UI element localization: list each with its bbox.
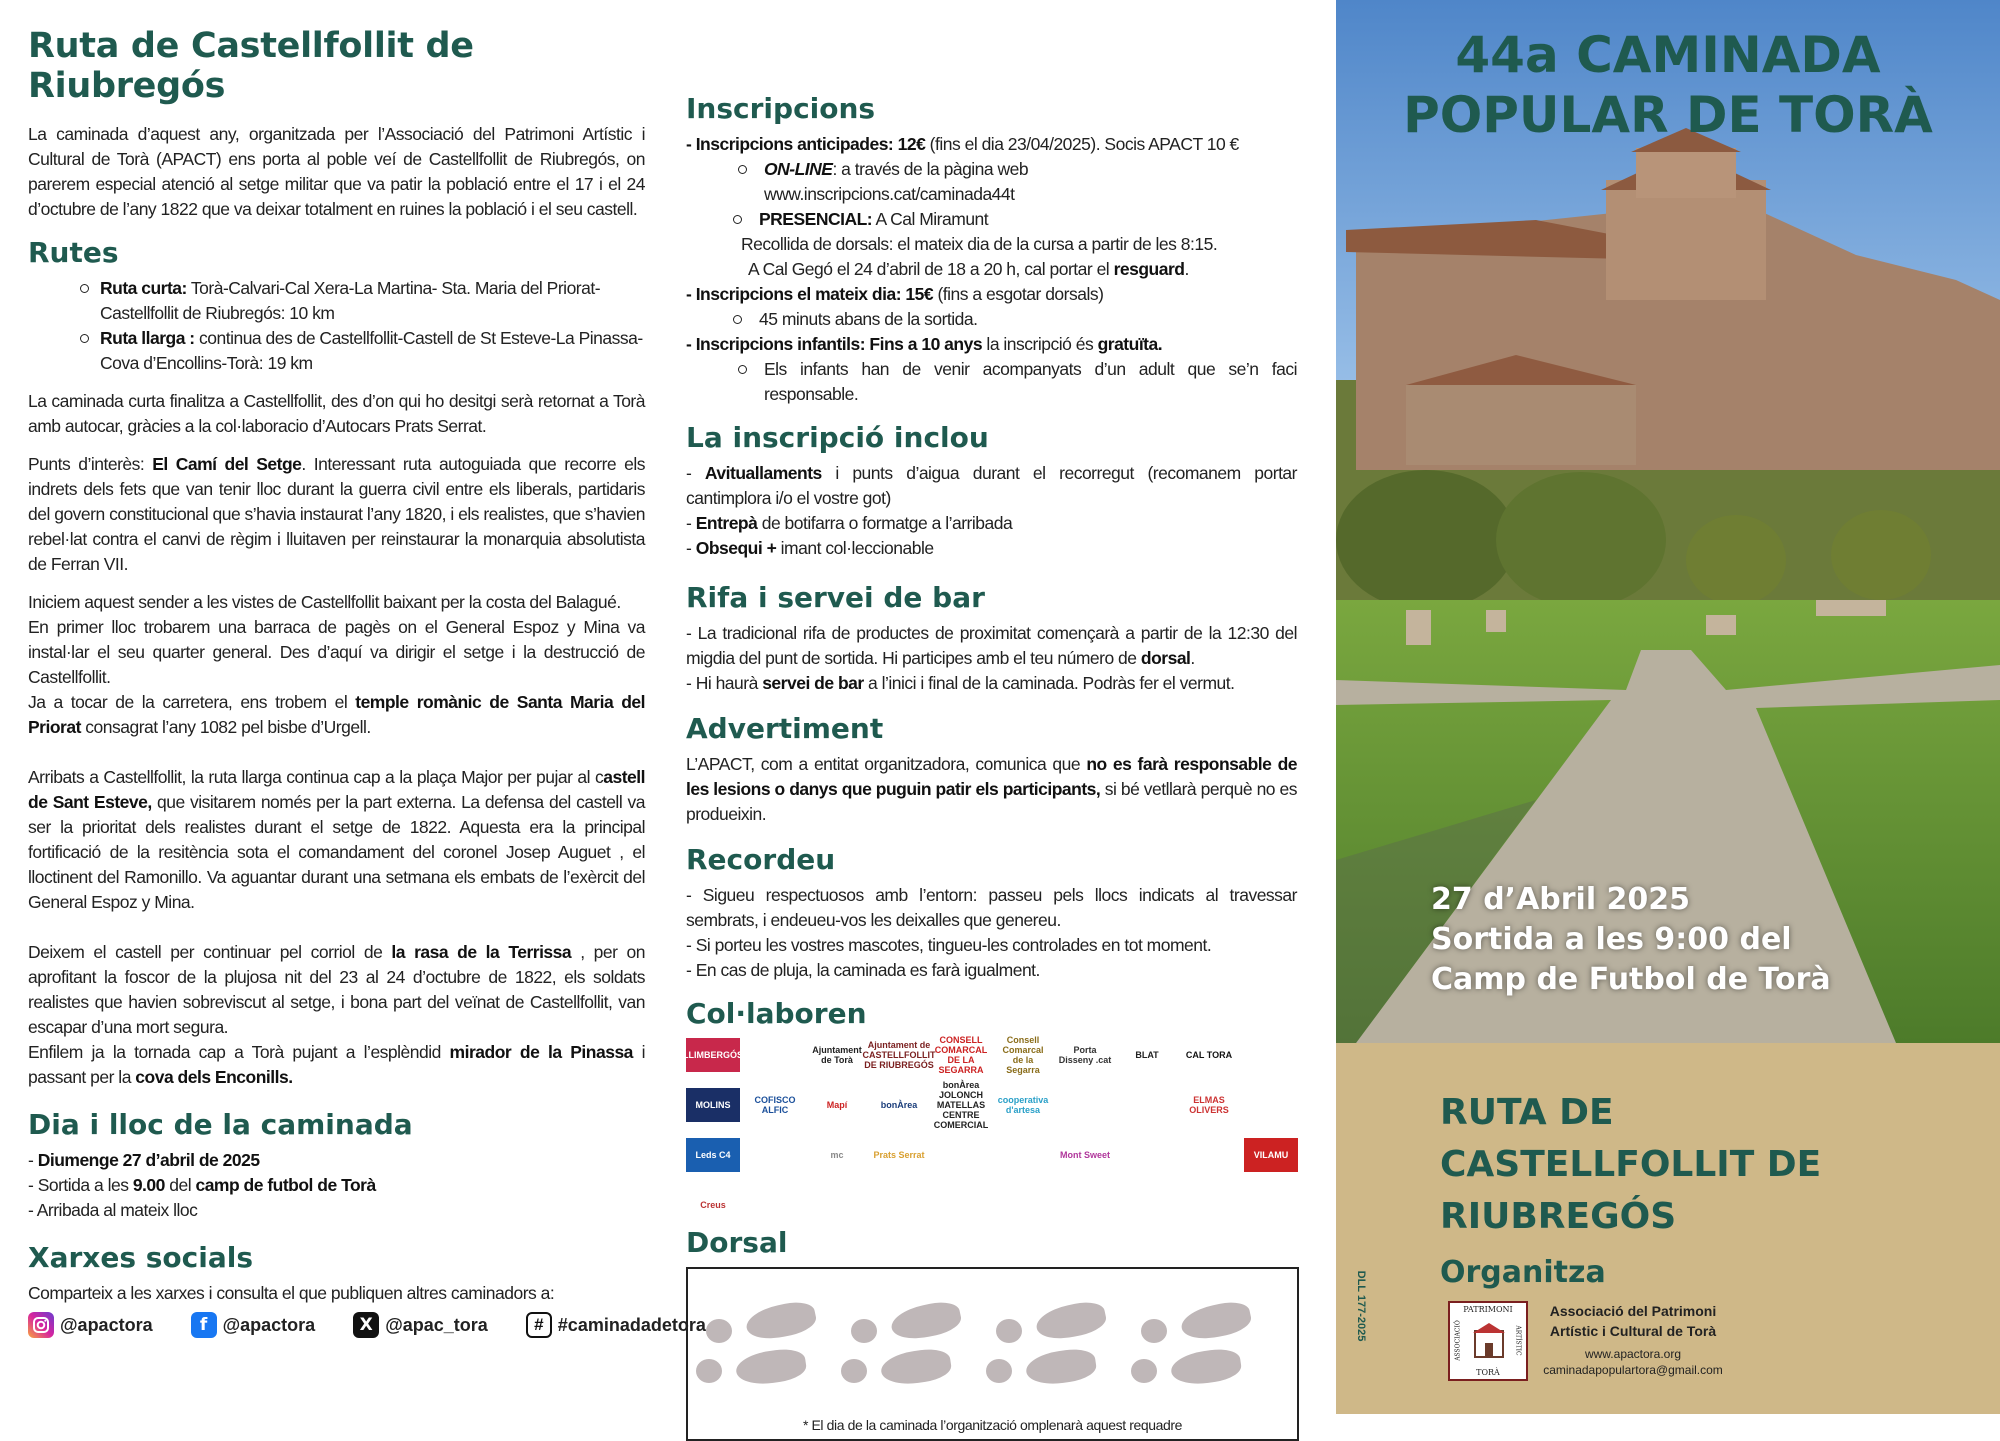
rifa-heading: Rifa i servei de bar	[686, 581, 985, 614]
hashtag-icon: #	[526, 1312, 552, 1338]
cover-title-line2: POPULAR DE TORÀ	[1403, 86, 1933, 144]
interest-paragraph: Punts d’interès: El Camí del Setge. Interessant ruta autoguiada que recorre els indrets dels fets que van tenir lloc durant la guerra civil entre els liberals, partidaris del govern constitucional que s’havia instaurat l’any 1820, i els realistes, que s’havien rebel·lat contra el canvi de règim i lluitaven per reinstaurar la monarquia absolutista de Ferran VII.	[28, 454, 646, 574]
sponsor-logo: Leds C4	[686, 1138, 740, 1172]
infantils-sub: Els infants han de venir acompanyats d’un adult que se’n faci responsable.	[686, 357, 1297, 407]
cover-bottom	[1336, 1043, 2000, 1414]
sponsor-logo	[748, 1138, 802, 1172]
cover-title-line1: 44a CAMINADA	[1455, 26, 1881, 84]
hashtag-text: #caminadadetora	[557, 1314, 706, 1335]
online-line: ON-LINE: a través de la pàgina web	[686, 157, 1297, 182]
sponsor-logo: bonÀrea	[880, 1100, 918, 1110]
org-email[interactable]: caminadapopulartora@gmail.com	[1543, 1363, 1723, 1377]
sponsor-logo: Mont Sweet	[1059, 1150, 1110, 1160]
iniciem-paragraph: Iniciem aquest sender a les vistes de Castellfollit baixant per la costa del Balagué.	[28, 592, 621, 612]
ruta-title-1: RUTA DE	[1440, 1092, 1614, 1133]
ruta-title-3: RIUBREGÓS	[1440, 1196, 1677, 1237]
tornada-paragraph: Enfilem ja la tornada cap a Torà pujant a l’esplèndid mirador de la Pinassa i passant per la cova dels Enconills.	[28, 1042, 645, 1087]
sponsor-logo: Consell Comarcal de la Segarra	[1002, 1035, 1044, 1075]
anticipades-line: - Inscripcions anticipades: 12€ (fins el dia 23/04/2025). Socis APACT 10 €	[686, 134, 1239, 154]
online-url[interactable]: www.inscripcions.cat/caminada44t	[764, 184, 1015, 204]
org-name-1: Associació del Patrimoni	[1549, 1303, 1717, 1319]
inclou-3: - Obsequi + imant col·leccionable	[686, 538, 934, 558]
recordeu-heading: Recordeu	[686, 843, 836, 876]
sponsor-logo	[1182, 1138, 1236, 1172]
advertiment-text: L’APACT, com a entitat organitzadora, comunica que no es farà responsable de les lesions o danys que puguin patir els participants, si bé vetllarà perquè no es produeixin.	[686, 754, 1297, 824]
recordeu-3: - En cas de pluja, la caminada es farà igualment.	[686, 960, 1040, 980]
temple-paragraph: Ja a tocar de la carretera, ens trobem el temple romànic de Santa Maria del Priorat consagrat l’any 1082 pel bisbe d’Urgell.	[28, 692, 646, 737]
sponsor-logo: Porta Disseny .cat	[1058, 1045, 1112, 1065]
instagram-icon	[28, 1312, 54, 1338]
rifa-1: - La tradicional rifa de productes de proximitat començarà a partir de la 12:30 del migdia del punt de sortida. Hi participes amb el teu número de dorsal.	[686, 623, 1297, 668]
sponsor-logo: Ajuntament de Torà	[812, 1045, 862, 1065]
middle-column	[683, 64, 1297, 1441]
list-item: Ruta curta: Torà-Calvari-Cal Xera-La Martina- Sta. Maria del Priorat-Castellfollit de Riubregós: 10 km	[28, 276, 645, 326]
routes-list	[28, 276, 645, 376]
intro-paragraph: La caminada d’aquest any, organitzada per l’Associació del Patrimoni Artístic i Cultural de Torà (APACT) ens porta al poble veí de Castellfollit de Riubregós, on parerem especial atenció al setge militar que va patir la població entre el 17 i el 24 d’octubre de l’any 1822 que va deixar totalment en ruines la població i el seu castell.	[28, 124, 645, 219]
terrissa-paragraph: Deixem el castell per continuar pel corriol de la rasa de la Terrissa , per on aprofitant la foscor de la plujosa nit del 23 al 24 d’octubre de 1822, els soldats realistes que havien sobreviscut al setge, i bona part del veïnat de Castellfollit, van escapar d’una mort segura.	[28, 942, 645, 1037]
page-title: Ruta de Castellfollit de Riubregós	[28, 26, 474, 106]
cover-camp: Camp de Futbol de Torà	[1431, 962, 1831, 997]
xarxes-text: Comparteix a les xarxes i consulta el que publiquen altres caminadors a:	[28, 1283, 555, 1303]
advertiment-heading: Advertiment	[686, 712, 884, 745]
organitza-heading: Organitza	[1440, 1255, 1606, 1290]
sponsor-logo	[748, 1038, 802, 1072]
sponsor-logo	[934, 1138, 988, 1172]
curta-paragraph: La caminada curta finalitza a Castellfollit, des d’on qui ho desitgi serà retornat a Torà amb autocar, gràcies a la col·laboracio d’Autocars Prats Serrat.	[28, 391, 645, 436]
legal-deposit: DLL 177-2025	[1355, 1270, 1367, 1342]
inclou-heading: La inscripció inclou	[686, 421, 989, 454]
sponsor-logo: CAL TORA	[1185, 1050, 1233, 1060]
inclou-2: - Entrepà de botifarra o formatge a l’arribada	[686, 513, 1013, 533]
sponsor-logo	[1120, 1088, 1174, 1122]
dorsal-heading: Dorsal	[686, 1226, 788, 1259]
castell-paragraph: Arribats a Castellfollit, la ruta llarga continua cap a la plaça Major per pujar al castell de Sant Esteve, que visitarem només per la part externa. La defensa del castell va ser la prioritat dels realistes durant el setge de 1822. Aquesta era la principal fortificació de la resitència sota el comandament del coronel Josep Auguet , el lloctinent del Ramonillo. Va aguantar durant una setmana els embats de l’exèrcit del General Espoz y Mina.	[28, 767, 645, 912]
sponsor-logos	[683, 1035, 1297, 1222]
recollida-line: Recollida de dorsals: el mateix dia de la cursa a partir de les 8:15.	[741, 234, 1218, 254]
inclou-1: - Avituallaments i punts d’aigua durant el recorregut (recomanem portar cantimplora i/o el vostre got)	[686, 463, 1297, 508]
org-name-2: Artístic i Cultural de Torà	[1549, 1323, 1717, 1339]
primer-paragraph: En primer lloc trobarem una barraca de pagès on el General Espoz y Mina va instal·lar el seu quarter general. Des d’aquí va dirigir el setge i la destrucció de Castellfollit.	[28, 617, 645, 687]
sponsor-logo: Mapí	[826, 1100, 848, 1110]
sponsor-logo: CONSELL COMARCAL DE LA SEGARRA	[934, 1035, 988, 1075]
sponsor-logo: cooperativa d'artesa	[997, 1095, 1049, 1115]
footprints-icon	[706, 1305, 1286, 1395]
instagram-link[interactable]	[28, 1312, 153, 1338]
sponsor-logo: mc	[830, 1150, 844, 1160]
dia-heading: Dia i lloc de la caminada	[28, 1108, 413, 1141]
dia-line: - Diumenge 27 d’abril de 2025	[28, 1150, 260, 1170]
rifa-2: - Hi haurà servei de bar a l’inici i final de la caminada. Podràs fer el vermut.	[686, 673, 1235, 693]
sponsor-logo: BLAT	[1135, 1050, 1159, 1060]
sponsor-logo	[1120, 1138, 1174, 1172]
sponsor-logo: COFISCO ALFIC	[754, 1095, 796, 1115]
sponsor-logo: Prats Serrat	[873, 1150, 925, 1160]
arribada-line: - Arribada al mateix lloc	[28, 1200, 198, 1220]
xarxes-heading: Xarxes socials	[28, 1241, 254, 1274]
sponsor-logo: LLIMBERGÓS	[686, 1038, 740, 1072]
x-link[interactable]	[353, 1312, 488, 1338]
apact-seal: PATRIMONI TORÀ ASSOCIACIÓ ARTÍSTIC	[1448, 1301, 1528, 1381]
sponsor-logo: ELMAS OLIVERS	[1189, 1095, 1229, 1115]
org-web[interactable]: www.apactora.org	[1584, 1347, 1682, 1361]
hashtag-link[interactable]	[526, 1312, 706, 1338]
calgego-line: A Cal Gegó el 24 d’abril de 18 a 20 h, cal portar el resguard.	[748, 259, 1189, 279]
ruta-title-2: CASTELLFOLLIT DE	[1440, 1144, 1822, 1185]
cover-date: 27 d’Abril 2025	[1431, 882, 1691, 917]
sponsor-logo	[1058, 1088, 1112, 1122]
presencial-line: PRESENCIAL: A Cal Miramunt	[686, 207, 1297, 232]
dorsal-note: * El dia de la caminada l’organització omplenarà aquest requadre	[802, 1417, 1183, 1433]
sponsor-logo: Creus	[700, 1200, 726, 1210]
recordeu-1: - Sigueu respectuosos amb l’entorn: passeu pels llocs indicats al travessar sembrats, i endeueu-vos les deixalles que genereu.	[686, 885, 1297, 930]
rutes-heading: Rutes	[28, 236, 119, 269]
facebook-icon: f	[191, 1312, 217, 1338]
church-photo	[1336, 0, 2000, 1043]
list-item: Ruta llarga : continua des de Castellfollit-Castell de St Esteve-La Pinassa- Cova d’Encollins-Torà: 19 km	[28, 326, 645, 376]
cover-sortida: Sortida a les 9:00 del	[1431, 922, 1792, 957]
cover-panel	[1336, 0, 2000, 1414]
instagram-handle: @apactora	[60, 1314, 153, 1335]
x-handle: @apac_tora	[385, 1314, 488, 1335]
x-icon: X	[353, 1312, 379, 1338]
sponsor-logo: VILAMU	[1244, 1138, 1298, 1172]
sponsor-logo	[1244, 1038, 1298, 1072]
sponsor-logo	[996, 1138, 1050, 1172]
sponsor-logo: MOLINS	[686, 1088, 740, 1122]
infantils-line: - Inscripcions infantils: Fins a 10 anys la inscripció és gratuïta.	[686, 334, 1163, 354]
inscripcions-heading: Inscripcions	[686, 92, 876, 125]
sponsor-logo	[1244, 1088, 1298, 1122]
sponsor-logo: bonÀrea JOLONCH MATELLAS CENTRE COMERCIAL	[933, 1080, 989, 1130]
sortida-line: - Sortida a les 9.00 del camp de futbol de Torà	[28, 1175, 376, 1195]
facebook-link[interactable]	[191, 1312, 316, 1338]
collaboren-heading: Col·laboren	[686, 997, 867, 1030]
mateix-sub: 45 minuts abans de la sortida.	[686, 307, 1297, 332]
sponsor-logo: Ajuntament de CASTELLFOLLIT DE RIUBREGÓS	[862, 1040, 936, 1070]
recordeu-2: - Si porteu les vostres mascotes, tingueu-les controlades en tot moment.	[686, 935, 1212, 955]
social-links	[28, 1312, 706, 1338]
left-column	[28, 0, 706, 1338]
dorsal-box	[686, 1267, 1299, 1441]
facebook-handle: @apactora	[222, 1314, 316, 1335]
mateix-dia-line: - Inscripcions el mateix dia: 15€ (fins a esgotar dorsals)	[686, 284, 1104, 304]
